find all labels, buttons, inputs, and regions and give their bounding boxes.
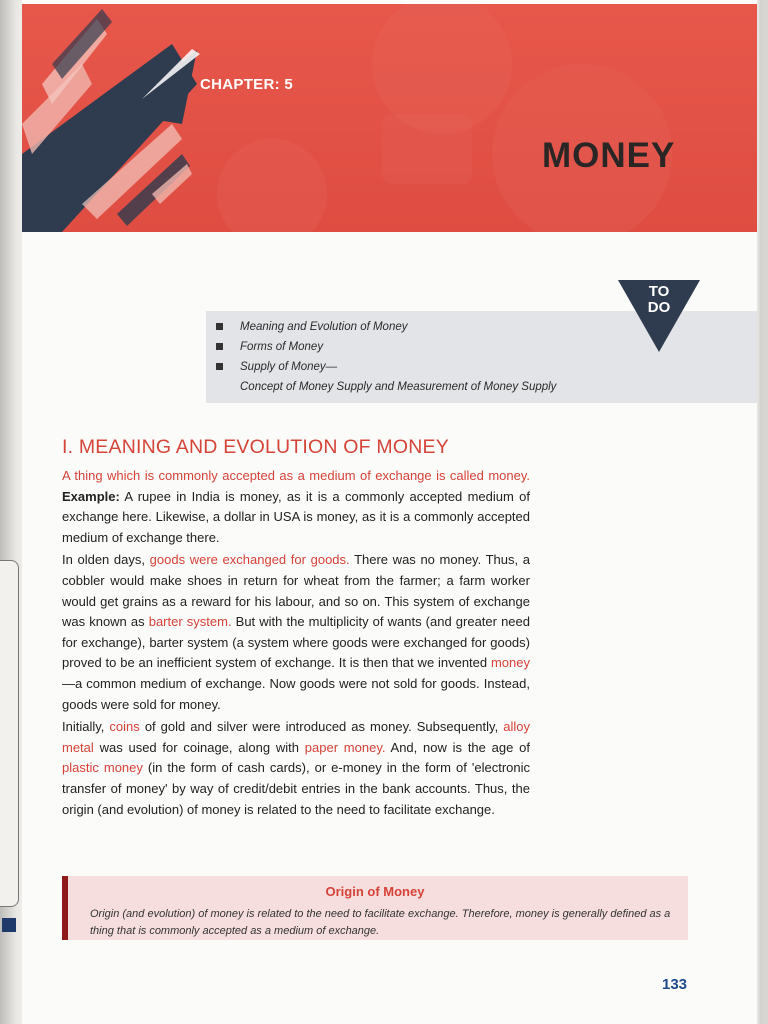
- contents-item: Meaning and Evolution of Money: [214, 317, 556, 337]
- arrows-illustration-icon: [22, 4, 762, 232]
- contents-subitem: Concept of Money Supply and Measurement of Money Supply: [240, 381, 557, 393]
- to-do-label: TO DO: [647, 283, 671, 316]
- paragraph-2: In olden days, goods were exchanged for goods. There was no money. Thus, a cobbler would make shoes in return for wheat from the farmer; a farm worker would get grains as a reward for his labour, and so on. This system of exchange was known as barter system. But with the multiplicity of wants (and greater need for exchange), barter system (a system where goods were exchanged for goods) proved to be an inefficient system of exchange. It is then that we invented money—a common medium of exchange. Now goods were not sold for goods. Instead, goods were sold for money.: [62, 552, 530, 712]
- square-bullet-icon: [216, 363, 223, 370]
- contents-item: Supply of Money— Concept of Money Supply and Measurement of Money Supply: [214, 357, 556, 397]
- square-bullet-icon: [216, 323, 223, 330]
- section-body: [62, 466, 530, 822]
- chapter-banner: [22, 4, 762, 232]
- contents-list: [214, 317, 556, 397]
- page-number: 133: [662, 976, 688, 993]
- previous-page-edge: [0, 560, 19, 907]
- page-right-edge: [757, 0, 762, 1024]
- chapter-title: MONEY: [542, 136, 676, 175]
- chapter-label: CHAPTER: 5: [200, 76, 294, 93]
- origin-of-money-box: [62, 876, 688, 940]
- book-page: [22, 0, 762, 1024]
- box-text: Origin (and evolution) of money is related to the need to facilitate exchange. Therefore, money is generally defined as a thing that is commonly accepted as a medium of exchange.: [90, 908, 671, 937]
- paragraph-1: A thing which is commonly accepted as a medium of exchange is called money. Example: A rupee in India is money, as it is a commonly accepted medium of exchange here. Likewise, a dollar in USA is money, as it is a commonly accepted medium of exchange there.: [62, 468, 530, 545]
- box-title: Origin of Money: [325, 884, 425, 899]
- left-page-marker: [2, 918, 16, 932]
- section-heading: I. MEANING AND EVOLUTION OF MONEY: [62, 436, 449, 458]
- square-bullet-icon: [216, 343, 223, 350]
- paragraph-3: Initially, coins of gold and silver were introduced as money. Subsequently, alloy metal was used for coinage, along with paper money. And, now is the age of plastic money (in the form of cash cards), or e-money in the form of 'electronic transfer of money' by way of credit/debit entries in the bank accounts. Thus, the origin (and evolution) of money is related to the need to facilitate exchange.: [62, 719, 530, 817]
- contents-item: Forms of Money: [214, 337, 556, 357]
